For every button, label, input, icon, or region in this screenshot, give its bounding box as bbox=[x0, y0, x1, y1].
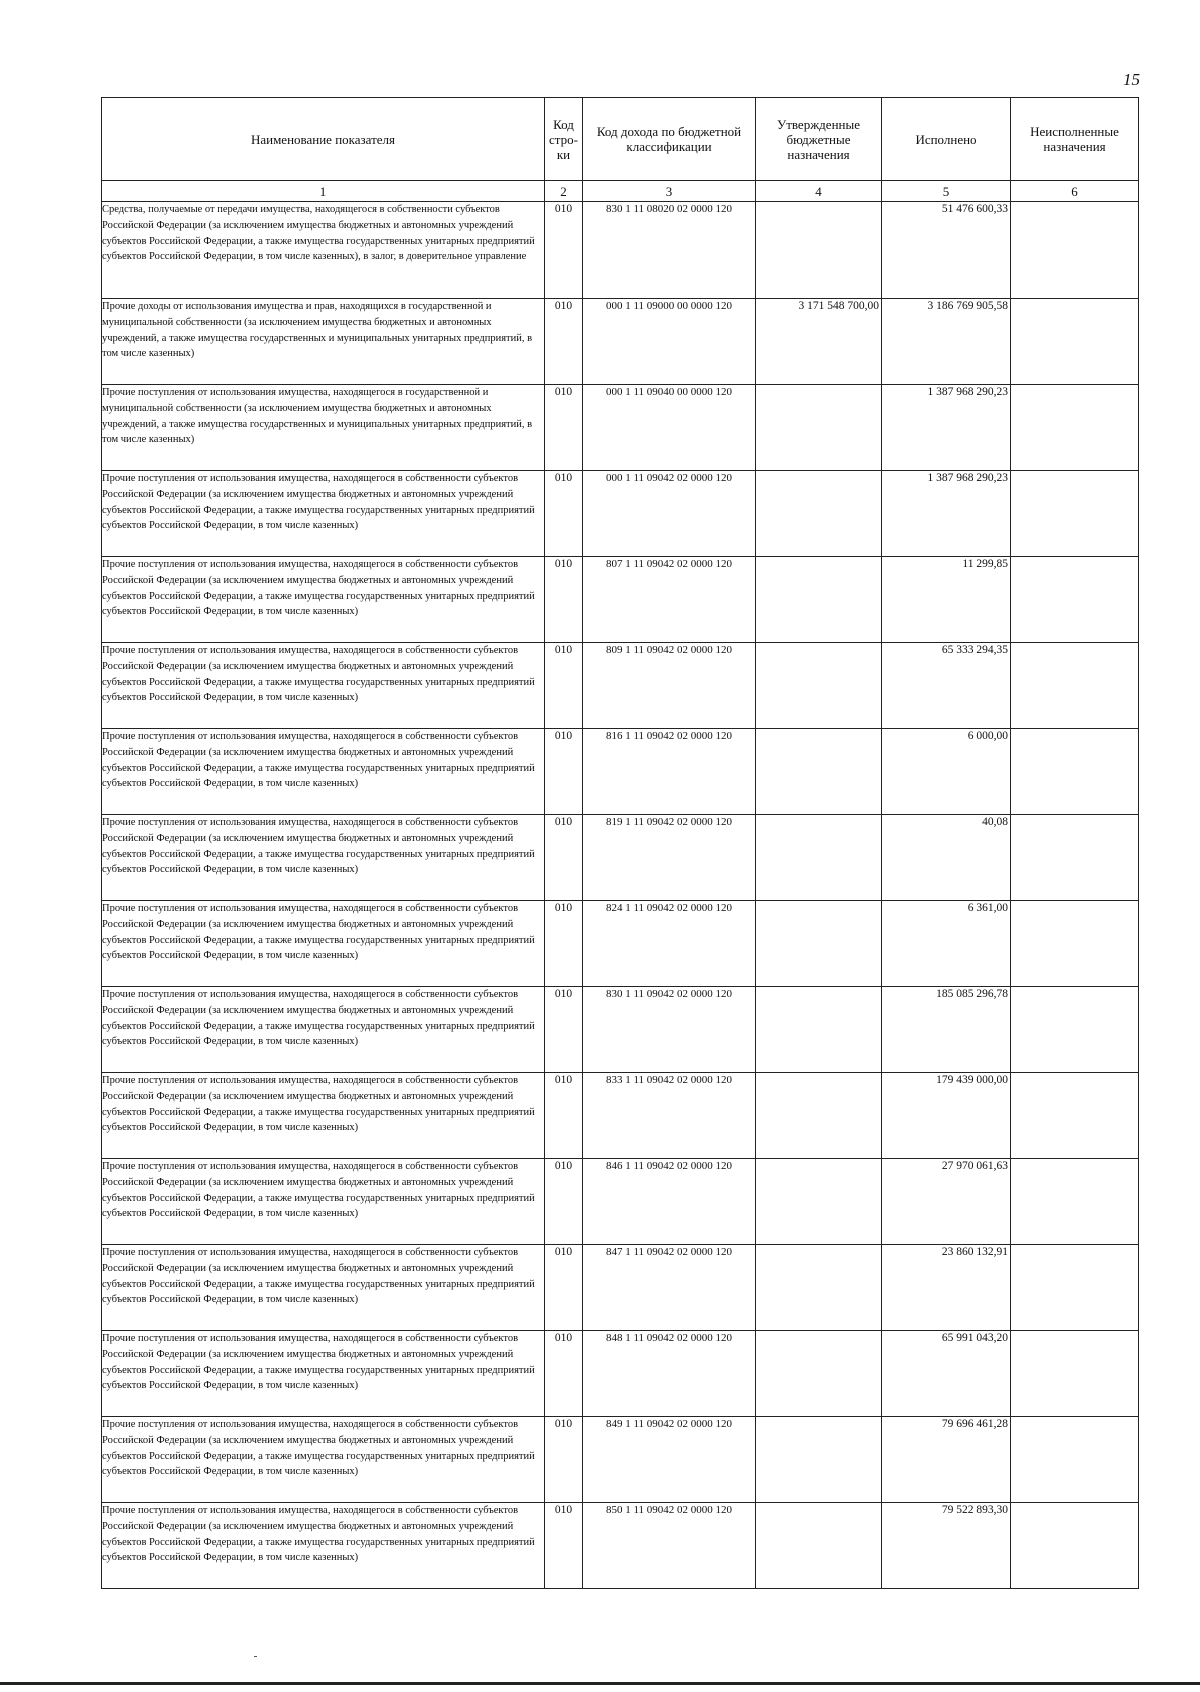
line-code-cell: 010 bbox=[545, 299, 583, 385]
income-code-cell: 816 1 11 09042 02 0000 120 bbox=[583, 729, 756, 815]
income-code-cell: 819 1 11 09042 02 0000 120 bbox=[583, 815, 756, 901]
indicator-name-cell: Прочие поступления от использования имущества, находящегося в государственной и муниципальной собственности (за исключением имущества бюджетных и автономных учреждений, а также имущества государственных и муниципальных унитарных предприятий, в том числе казенных) bbox=[102, 385, 545, 471]
column-number: 4 bbox=[756, 181, 882, 202]
header-line-code: Код стро- ки bbox=[545, 98, 583, 181]
column-number: 3 bbox=[583, 181, 756, 202]
executed-cell: 79 522 893,30 bbox=[882, 1503, 1011, 1589]
line-code-cell: 010 bbox=[545, 729, 583, 815]
executed-cell: 23 860 132,91 bbox=[882, 1245, 1011, 1331]
approved-cell bbox=[756, 557, 882, 643]
income-code-cell: 830 1 11 08020 02 0000 120 bbox=[583, 202, 756, 299]
table-row bbox=[102, 1503, 1139, 1589]
indicator-name-cell: Прочие поступления от использования имущества, находящегося в собственности субъектов Российской Федерации (за исключением имущества бюджетных и автономных учреждений субъектов Российской Федерации, а также имущества государственных унитарных предприятий субъектов Российской Федерации, в том числе казенных) bbox=[102, 1159, 545, 1245]
approved-cell bbox=[756, 815, 882, 901]
income-code-cell: 000 1 11 09042 02 0000 120 bbox=[583, 471, 756, 557]
executed-cell: 179 439 000,00 bbox=[882, 1073, 1011, 1159]
column-number-row bbox=[102, 181, 1139, 202]
executed-cell: 27 970 061,63 bbox=[882, 1159, 1011, 1245]
indicator-name-cell: Прочие поступления от использования имущества, находящегося в собственности субъектов Российской Федерации (за исключением имущества бюджетных и автономных учреждений субъектов Российской Федерации, а также имущества государственных унитарных предприятий субъектов Российской Федерации, в том числе казенных) bbox=[102, 901, 545, 987]
executed-cell: 65 333 294,35 bbox=[882, 643, 1011, 729]
indicator-name-cell: Средства, получаемые от передачи имущества, находящегося в собственности субъектов Российской Федерации (за исключением имущества бюджетных и автономных учреждений субъектов Российской Федерации, а также имущества государственных унитарных предприятий субъектов Российской Федерации, в том числе казенных), в залог, в доверительное управление bbox=[102, 202, 545, 299]
table-row bbox=[102, 1417, 1139, 1503]
unexecuted-cell bbox=[1011, 202, 1139, 299]
income-code-cell: 809 1 11 09042 02 0000 120 bbox=[583, 643, 756, 729]
page-number: 15 bbox=[1123, 70, 1140, 89]
page-bottom-rule bbox=[0, 1682, 1200, 1685]
approved-cell bbox=[756, 1331, 882, 1417]
table-row bbox=[102, 1159, 1139, 1245]
indicator-name-cell: Прочие поступления от использования имущества, находящегося в собственности субъектов Российской Федерации (за исключением имущества бюджетных и автономных учреждений субъектов Российской Федерации, а также имущества государственных унитарных предприятий субъектов Российской Федерации, в том числе казенных) bbox=[102, 729, 545, 815]
table-row bbox=[102, 299, 1139, 385]
unexecuted-cell bbox=[1011, 557, 1139, 643]
income-code-cell: 807 1 11 09042 02 0000 120 bbox=[583, 557, 756, 643]
line-code-cell: 010 bbox=[545, 987, 583, 1073]
line-code-cell: 010 bbox=[545, 1245, 583, 1331]
executed-cell: 11 299,85 bbox=[882, 557, 1011, 643]
indicator-name-cell: Прочие поступления от использования имущества, находящегося в собственности субъектов Российской Федерации (за исключением имущества бюджетных и автономных учреждений субъектов Российской Федерации, а также имущества государственных унитарных предприятий субъектов Российской Федерации, в том числе казенных) bbox=[102, 557, 545, 643]
executed-cell: 79 696 461,28 bbox=[882, 1417, 1011, 1503]
approved-cell bbox=[756, 385, 882, 471]
income-code-cell: 000 1 11 09040 00 0000 120 bbox=[583, 385, 756, 471]
executed-cell: 6 361,00 bbox=[882, 901, 1011, 987]
executed-cell: 1 387 968 290,23 bbox=[882, 471, 1011, 557]
unexecuted-cell bbox=[1011, 1159, 1139, 1245]
line-code-cell: 010 bbox=[545, 815, 583, 901]
table-row bbox=[102, 901, 1139, 987]
table-row bbox=[102, 1245, 1139, 1331]
table-header-row bbox=[102, 98, 1139, 181]
header-executed: Исполнено bbox=[882, 98, 1011, 181]
approved-cell bbox=[756, 1417, 882, 1503]
indicator-name-cell: Прочие поступления от использования имущества, находящегося в собственности субъектов Российской Федерации (за исключением имущества бюджетных и автономных учреждений субъектов Российской Федерации, а также имущества государственных унитарных предприятий субъектов Российской Федерации, в том числе казенных) bbox=[102, 1503, 545, 1589]
indicator-name-cell: Прочие поступления от использования имущества, находящегося в собственности субъектов Российской Федерации (за исключением имущества бюджетных и автономных учреждений субъектов Российской Федерации, а также имущества государственных унитарных предприятий субъектов Российской Федерации, в том числе казенных) bbox=[102, 815, 545, 901]
unexecuted-cell bbox=[1011, 901, 1139, 987]
approved-cell bbox=[756, 643, 882, 729]
executed-cell: 65 991 043,20 bbox=[882, 1331, 1011, 1417]
column-number: 5 bbox=[882, 181, 1011, 202]
unexecuted-cell bbox=[1011, 1417, 1139, 1503]
indicator-name-cell: Прочие доходы от использования имущества и прав, находящихся в государственной и муниципальной собственности (за исключением имущества бюджетных и автономных учреждений, а также имущества государственных и муниципальных унитарных предприятий, в том числе казенных) bbox=[102, 299, 545, 385]
income-code-cell: 846 1 11 09042 02 0000 120 bbox=[583, 1159, 756, 1245]
header-approved: Утвержденные бюджетные назначения bbox=[756, 98, 882, 181]
line-code-cell: 010 bbox=[545, 1331, 583, 1417]
unexecuted-cell bbox=[1011, 1073, 1139, 1159]
approved-cell bbox=[756, 202, 882, 299]
approved-cell: 3 171 548 700,00 bbox=[756, 299, 882, 385]
approved-cell bbox=[756, 729, 882, 815]
column-number: 6 bbox=[1011, 181, 1139, 202]
line-code-cell: 010 bbox=[545, 1417, 583, 1503]
scan-speck bbox=[254, 1656, 257, 1657]
unexecuted-cell bbox=[1011, 643, 1139, 729]
indicator-name-cell: Прочие поступления от использования имущества, находящегося в собственности субъектов Российской Федерации (за исключением имущества бюджетных и автономных учреждений субъектов Российской Федерации, а также имущества государственных унитарных предприятий субъектов Российской Федерации, в том числе казенных) bbox=[102, 1073, 545, 1159]
indicator-name-cell: Прочие поступления от использования имущества, находящегося в собственности субъектов Российской Федерации (за исключением имущества бюджетных и автономных учреждений субъектов Российской Федерации, а также имущества государственных унитарных предприятий субъектов Российской Федерации, в том числе казенных) bbox=[102, 471, 545, 557]
line-code-cell: 010 bbox=[545, 385, 583, 471]
executed-cell: 3 186 769 905,58 bbox=[882, 299, 1011, 385]
approved-cell bbox=[756, 471, 882, 557]
unexecuted-cell bbox=[1011, 1331, 1139, 1417]
income-code-cell: 849 1 11 09042 02 0000 120 bbox=[583, 1417, 756, 1503]
unexecuted-cell bbox=[1011, 385, 1139, 471]
unexecuted-cell bbox=[1011, 1245, 1139, 1331]
income-code-cell: 847 1 11 09042 02 0000 120 bbox=[583, 1245, 756, 1331]
line-code-cell: 010 bbox=[545, 1503, 583, 1589]
table-row bbox=[102, 471, 1139, 557]
indicator-name-cell: Прочие поступления от использования имущества, находящегося в собственности субъектов Российской Федерации (за исключением имущества бюджетных и автономных учреждений субъектов Российской Федерации, а также имущества государственных унитарных предприятий субъектов Российской Федерации, в том числе казенных) bbox=[102, 643, 545, 729]
table-row bbox=[102, 385, 1139, 471]
line-code-cell: 010 bbox=[545, 202, 583, 299]
budget-revenue-table bbox=[101, 97, 1139, 1589]
table-row bbox=[102, 987, 1139, 1073]
approved-cell bbox=[756, 1503, 882, 1589]
table-row bbox=[102, 1073, 1139, 1159]
executed-cell: 1 387 968 290,23 bbox=[882, 385, 1011, 471]
income-code-cell: 824 1 11 09042 02 0000 120 bbox=[583, 901, 756, 987]
executed-cell: 51 476 600,33 bbox=[882, 202, 1011, 299]
table-row bbox=[102, 643, 1139, 729]
indicator-name-cell: Прочие поступления от использования имущества, находящегося в собственности субъектов Российской Федерации (за исключением имущества бюджетных и автономных учреждений субъектов Российской Федерации, а также имущества государственных унитарных предприятий субъектов Российской Федерации, в том числе казенных) bbox=[102, 1245, 545, 1331]
table-row bbox=[102, 729, 1139, 815]
income-code-cell: 850 1 11 09042 02 0000 120 bbox=[583, 1503, 756, 1589]
line-code-cell: 010 bbox=[545, 557, 583, 643]
income-code-cell: 830 1 11 09042 02 0000 120 bbox=[583, 987, 756, 1073]
column-number: 2 bbox=[545, 181, 583, 202]
line-code-cell: 010 bbox=[545, 471, 583, 557]
income-code-cell: 000 1 11 09000 00 0000 120 bbox=[583, 299, 756, 385]
approved-cell bbox=[756, 1073, 882, 1159]
approved-cell bbox=[756, 901, 882, 987]
line-code-cell: 010 bbox=[545, 643, 583, 729]
line-code-cell: 010 bbox=[545, 1159, 583, 1245]
income-code-cell: 833 1 11 09042 02 0000 120 bbox=[583, 1073, 756, 1159]
header-indicator-name: Наименование показателя bbox=[102, 98, 545, 181]
approved-cell bbox=[756, 1159, 882, 1245]
approved-cell bbox=[756, 1245, 882, 1331]
executed-cell: 6 000,00 bbox=[882, 729, 1011, 815]
indicator-name-cell: Прочие поступления от использования имущества, находящегося в собственности субъектов Российской Федерации (за исключением имущества бюджетных и автономных учреждений субъектов Российской Федерации, а также имущества государственных унитарных предприятий субъектов Российской Федерации, в том числе казенных) bbox=[102, 1331, 545, 1417]
table-row bbox=[102, 202, 1139, 299]
line-code-cell: 010 bbox=[545, 1073, 583, 1159]
unexecuted-cell bbox=[1011, 815, 1139, 901]
header-unexecuted: Неисполненные назначения bbox=[1011, 98, 1139, 181]
header-income-code: Код дохода по бюджетной классификации bbox=[583, 98, 756, 181]
unexecuted-cell bbox=[1011, 729, 1139, 815]
column-number: 1 bbox=[102, 181, 545, 202]
approved-cell bbox=[756, 987, 882, 1073]
unexecuted-cell bbox=[1011, 471, 1139, 557]
executed-cell: 40,08 bbox=[882, 815, 1011, 901]
indicator-name-cell: Прочие поступления от использования имущества, находящегося в собственности субъектов Российской Федерации (за исключением имущества бюджетных и автономных учреждений субъектов Российской Федерации, а также имущества государственных унитарных предприятий субъектов Российской Федерации, в том числе казенных) bbox=[102, 1417, 545, 1503]
indicator-name-cell: Прочие поступления от использования имущества, находящегося в собственности субъектов Российской Федерации (за исключением имущества бюджетных и автономных учреждений субъектов Российской Федерации, а также имущества государственных унитарных предприятий субъектов Российской Федерации, в том числе казенных) bbox=[102, 987, 545, 1073]
executed-cell: 185 085 296,78 bbox=[882, 987, 1011, 1073]
income-code-cell: 848 1 11 09042 02 0000 120 bbox=[583, 1331, 756, 1417]
unexecuted-cell bbox=[1011, 1503, 1139, 1589]
line-code-cell: 010 bbox=[545, 901, 583, 987]
unexecuted-cell bbox=[1011, 987, 1139, 1073]
table-row bbox=[102, 1331, 1139, 1417]
unexecuted-cell bbox=[1011, 299, 1139, 385]
table-row bbox=[102, 557, 1139, 643]
table-row bbox=[102, 815, 1139, 901]
